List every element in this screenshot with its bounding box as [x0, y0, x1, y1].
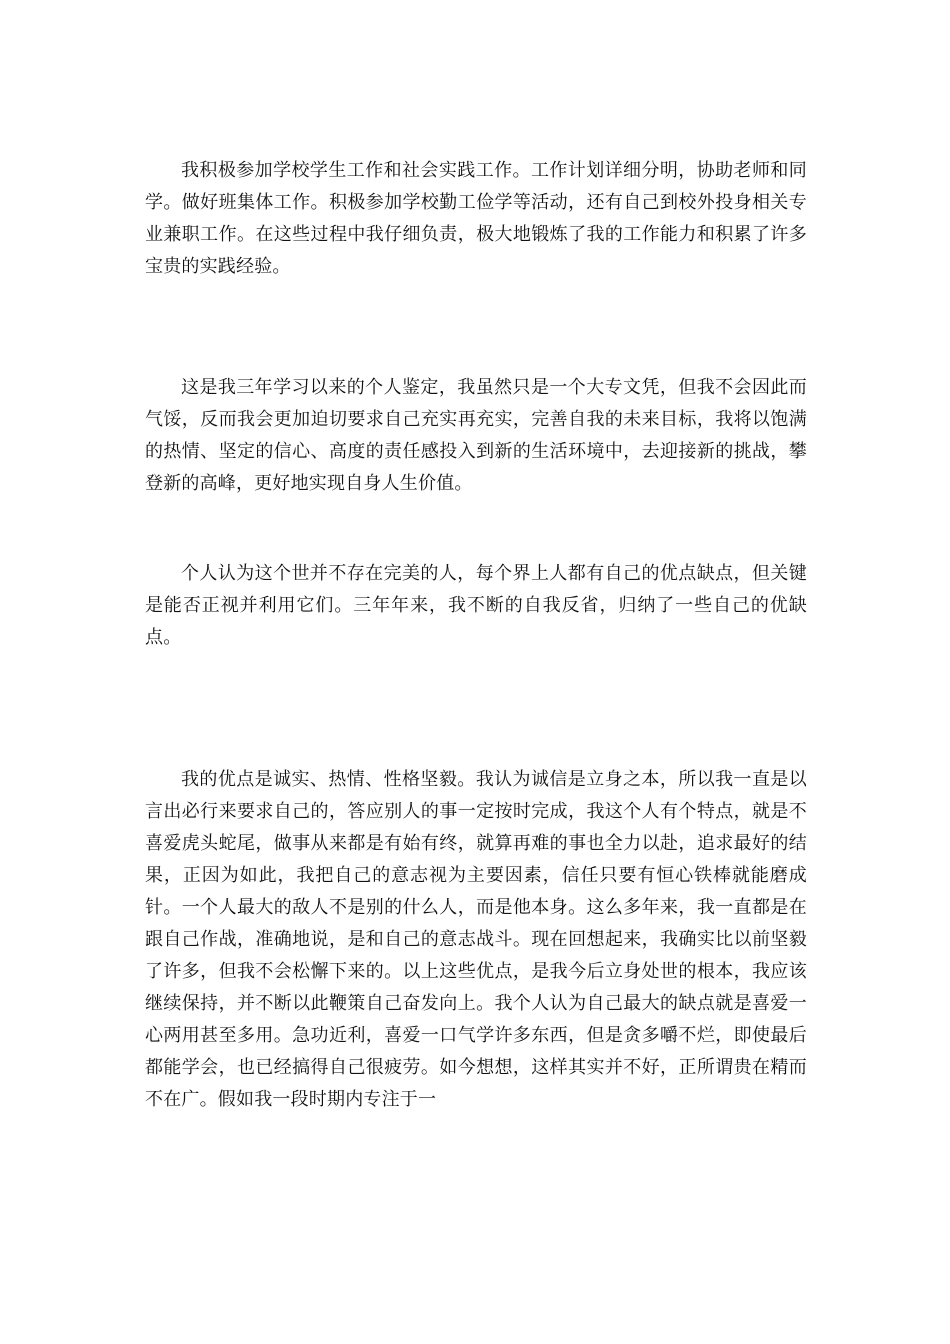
paragraph-self-assessment: 这是我三年学习以来的个人鉴定，我虽然只是一个大专文凭，但我不会因此而气馁，反而我会更加迫切要求自己充实再充实，完善自我的未来目标，我将以饱满的热情、坚定的信心、高度的责任感投入到新的生活环境中，去迎接新的挑战，攀登新的高峰，更好地实现自身人生价值。 [145, 377, 807, 494]
paragraph-strengths-weaknesses-detail: 我的优点是诚实、热情、性格坚毅。我认为诚信是立身之本，所以我一直是以言出必行来要求自己的，答应别人的事一定按时完成，我这个人有个特点，就是不喜爱虎头蛇尾，做事从来都是有始有终，就算再难的事也全力以赴，追求最好的结果，正因为如此，我把自己的意志视为主要因素，信任只要有恒心铁棒就能磨成针。一个人最大的敌人不是别的什么人，而是他本身。这么多年来，我一直都是在跟自己作战，准确地说，是和自己的意志战斗。现在回想起来，我确实比以前坚毅了许多，但我不会松懈下来的。以上这些优点，是我今后立身处世的根本，我应该继续保持，并不断以此鞭策自己奋发向上。我个人认为自己最大的缺点就是喜爱一心两用甚至多用。急功近利，喜爱一口气学许多东西，但是贪多嚼不烂，即使最后都能学会，也已经搞得自己很疲劳。如今想想，这样其实并不好，正所谓贵在精而不在广。假如我一段时期内专注于一 [145, 769, 807, 1110]
paragraph-strengths-weaknesses-intro: 个人认为这个世并不存在完美的人，每个界上人都有自己的优点缺点，但关键是能否正视并利用它们。三年年来，我不断的自我反省，归纳了一些自己的优缺点。 [145, 563, 807, 648]
paragraph-work-experience: 我积极参加学校学生工作和社会实践工作。工作计划详细分明，协助老师和同学。做好班集体工作。积极参加学校勤工俭学等活动，还有自己到校外投身相关专业兼职工作。在这些过程中我仔细负责，极大地锻炼了我的工作能力和积累了许多宝贵的实践经验。 [145, 160, 807, 277]
